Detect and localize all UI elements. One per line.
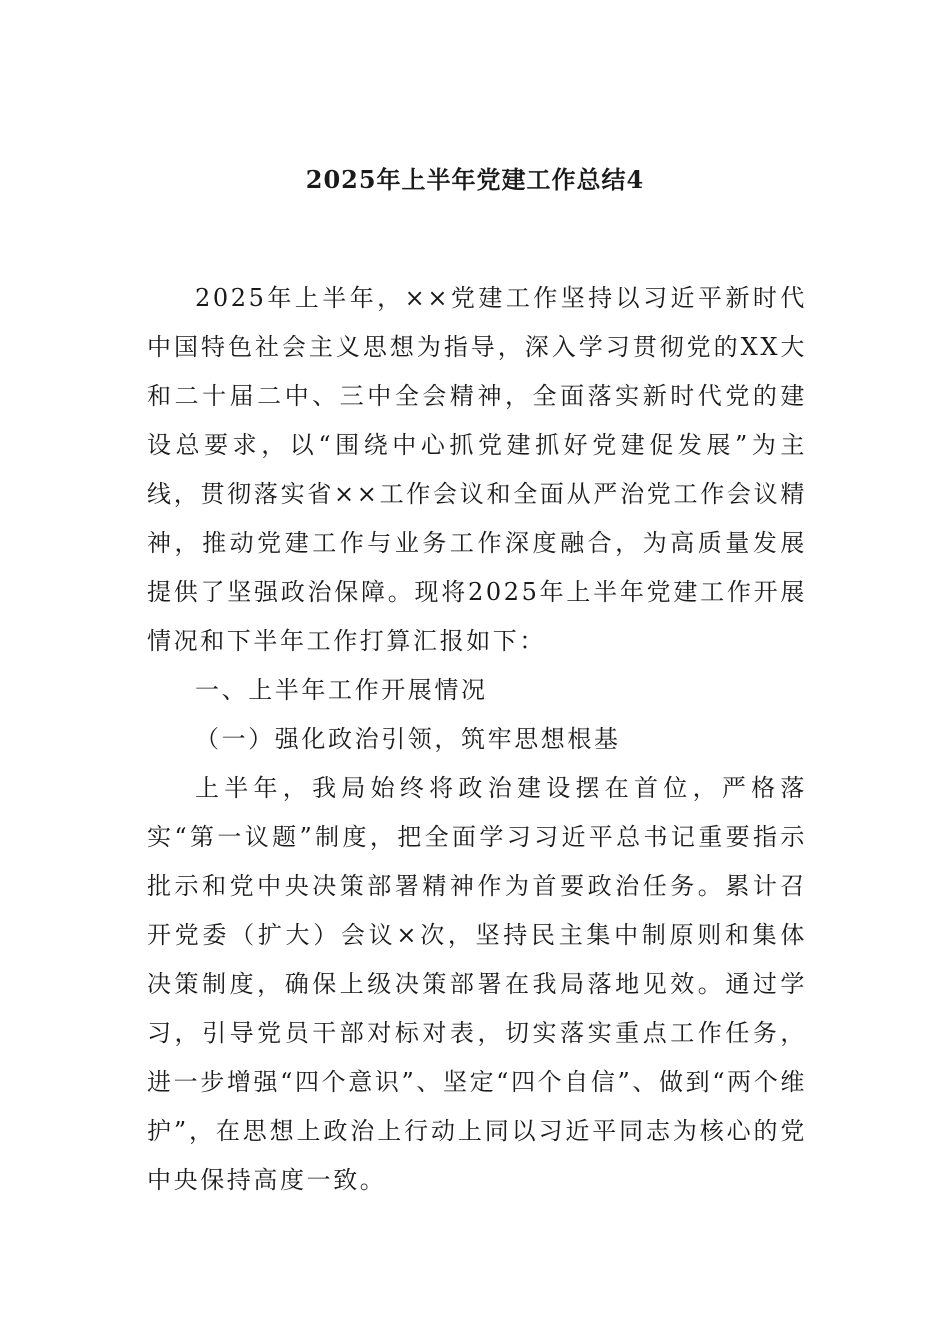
subsection-heading: （一）强化政治引领，筑牢思想根基 [195,725,621,753]
document-body [147,274,807,1205]
intro-paragraph: 2025年上半年，××党建工作坚持以习近平新时代中国特色社会主义思想为指导，深入学习贯彻党的XX大和二十届二中、三中全会精神，全面落实新时代党的建设总要求，以“围绕中心抓党建抓好党建促发展”为主线，贯彻落实省××工作会议和全面从严治党工作会议精神，推动党建工作与业务工作深度融合，为高质量发展提供了坚强政治保障。现将2025年上半年党建工作开展情况和下半年工作打算汇报如下： [147,284,807,655]
document-title: 2025年上半年党建工作总结4 [305,165,645,194]
section-heading: 一、上半年工作开展情况 [195,676,488,704]
subsection-paragraph: 上半年，我局始终将政治建设摆在首位，严格落实“第一议题”制度，把全面学习习近平总书记重要指示批示和党中央决策部署精神作为首要政治任务。累计召开党委（扩大）会议×次，坚持民主集中制原则和集体决策制度，确保上级决策部署在我局落地见效。通过学习，引导党员干部对标对表，切实落实重点工作任务，进一步增强“四个意识”、坚定“四个自信”、做到“两个维护”，在思想上政治上行动上同以习近平同志为核心的党中央保持高度一致。 [147,774,807,1194]
